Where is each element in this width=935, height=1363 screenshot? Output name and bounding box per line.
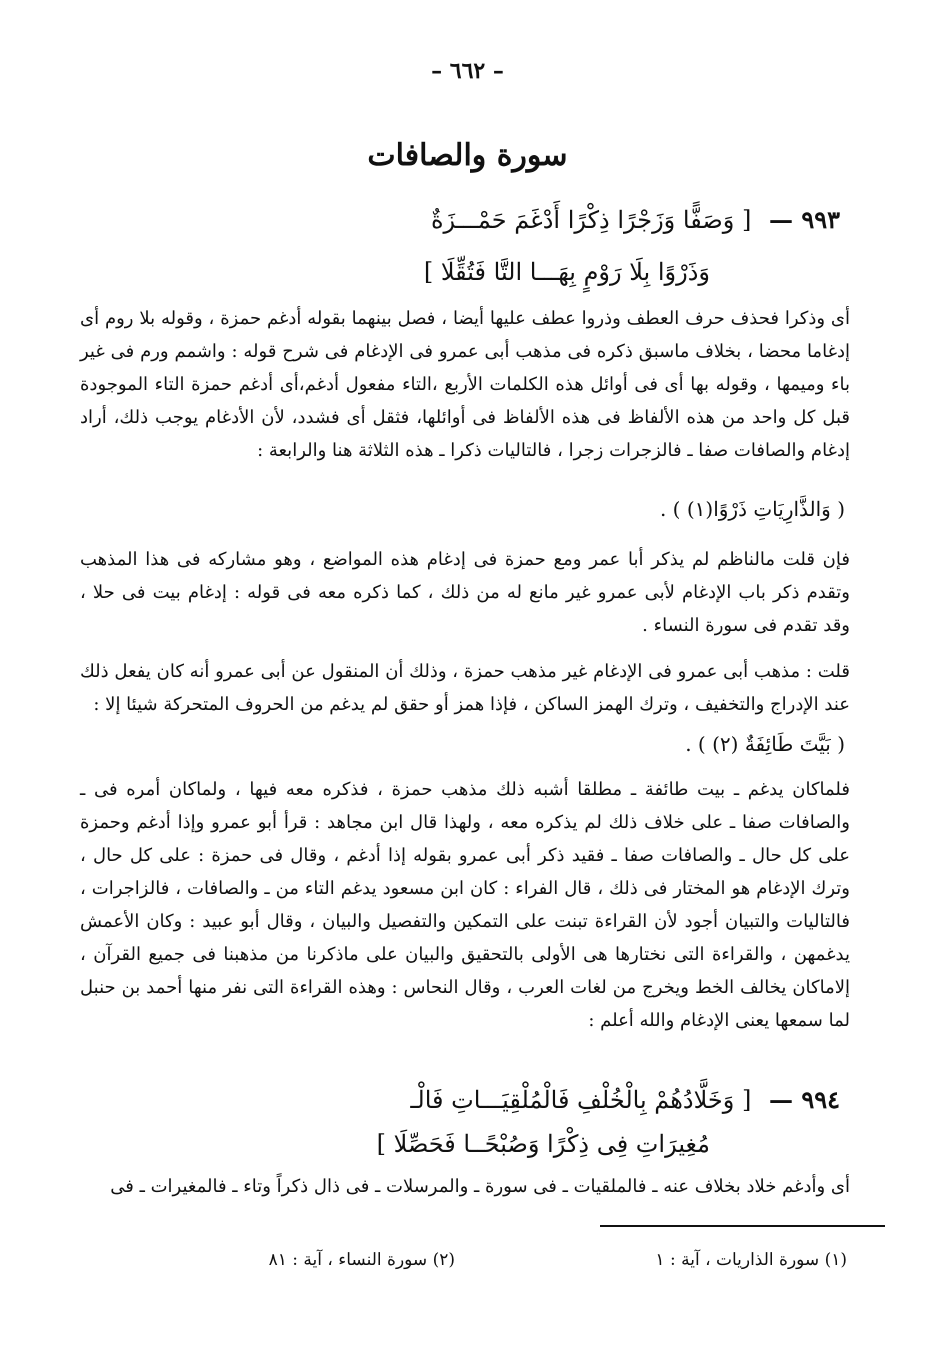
verse-993-line-1 <box>431 205 840 234</box>
verse-text: [ وَخَلَّادُهُمْ بِالْخُلْفِ فَالْمُلْقِيَـــاتِ فَالْـ <box>410 1086 752 1114</box>
quote-bayyata: ( بَيَّتَ طَائِفَةٌ (٢) ) . <box>685 732 845 756</box>
verse-994-line-1 <box>410 1085 840 1114</box>
commentary-994: أى وأدغم خلاد بخلاف عنه ـ فالملقيات ـ فى سورة ـ والمرسلات ـ فى ذال ذكراً وتاء ـ فالمغيرات ـ فى <box>110 1176 850 1197</box>
commentary-993 <box>80 302 850 467</box>
footnote-1: (١) سورة الذاريات ، آية : ١ <box>655 1250 847 1270</box>
verse-number: ٩٩٣ — <box>768 205 840 234</box>
question-paragraph: فإن قلت مالناظم لم يذكر أبا عمر ومع حمزة فى إدغام هذه المواضع ، وهو مشاركه فى هذا المذهب وتقدم ذكر باب الإدغام لأبى عمرو غير مانع له من ذلك ، كما ذكره معه فى قوله : إدغام بيت فى حلا ، وقد تقدم فى سورة النساء . <box>80 549 850 636</box>
page-number: – ٦٦٢ – <box>431 58 504 84</box>
verse-text: [ وَصَفًّا وَزَجْرًا ذِكْرًا أَدْغَمَ حَمْـــزَةٌ <box>430 206 752 234</box>
answer-paragraph: قلت : مذهب أبى عمرو فى الإدغام غير مذهب حمزة ، وذلك أن المنقول عن أبى عمرو أنه كان يفعل ذلك عند الإدراج والتخفيف ، وترك الهمز الساكن ، فإذا همز أو حقق لم يدغم من الحروف المتحركة شيئا إلا : <box>80 661 850 715</box>
quote-dhariyat: ( وَالذَّارِيَاتِ ذَرْوًا(١) ) . <box>659 497 845 521</box>
paragraph: أى وذكرا فحذف حرف العطف وذروا عطف عليها أيضا ، فصل بينهما بقوله أدغم حمزة ، وقوله بلا روم أى إدغاما محضا ، بخلاف ماسبق ذكره فى مذهب أبى عمرو فى الإدغام فى شرح قوله : واشمم ورم فى غير باء وميمها ، وقوله بها أى فى أوائل هذه الكلمات الأربع ،التاء مفعول أدغم،أى أدغم حمزة التاء الموجودة قبل كل واحد من هذه الألفاظ فى هذه الألفاظ فى أوائلها، فثقل أى فشدد، لأن الأدغام يوجب ذلك، أراد إدغام والصافات صفا ـ فالزجرات زجرا ، فالتاليات ذكرا ـ هذه الثلاثة هنا والرابعة : <box>80 308 850 461</box>
verse-994-line-2: مُغِيرَاتِ فِى ذِكْرًا وَصُبْحًــا فَحَصِّلَا ] <box>376 1130 710 1158</box>
discussion-paragraph: فلماكان يدغم ـ بيت طائفة ـ مطلقا أشبه ذلك مذهب حمزة ، فذكره معه فيها ، ولماكان أمره فى ـ والصافات صفا ـ على خلاف ذلك لم يذكره معه ، ولهذا قال ابن مجاهد : قرأ أبو عمرو وإذا أدغم وحمزة على كل حال ـ والصافات صفا ـ فقيد ذكر أبى عمرو بقوله إذا أدغم ، وقال فى حمزة : على كل حال ، وترك الإدغام هو المختار فى ذلك ، قال الفراء : كان ابن مسعود يدغم التاء من ـ والصافات ، فالزاجرات ، فالتاليات والتبيان أجود لأن القراءة تبنت على التمكين والتفصيل والبيان ، وقال أبو عبيد : وكان الأعمش يدغمهن ، والقراءة التى نختارها هى الأولى بالتحقيق والبيان على ماذكرنا من مذهبنا فى جميع القرآن ، إلاماكان يخالف الخط ويخرج من لغات العرب ، وقال النحاس : وهذه القراءة التى نفر منها أحمد بن حنبل لما سمعها يعنى الإدغام والله أعلم : <box>80 779 851 1031</box>
footnote-divider <box>600 1225 885 1227</box>
verse-number: ٩٩٤ — <box>768 1085 840 1114</box>
surah-title: سورة والصافات <box>367 138 568 173</box>
verse-993-line-2: وَذَرْوًا بِلَا رَوْمٍ بِهَـــا التَّا فَتُقِّلَا ] <box>423 258 710 286</box>
footnote-2: (٢) سورة النساء ، آية : ٨١ <box>268 1250 455 1270</box>
